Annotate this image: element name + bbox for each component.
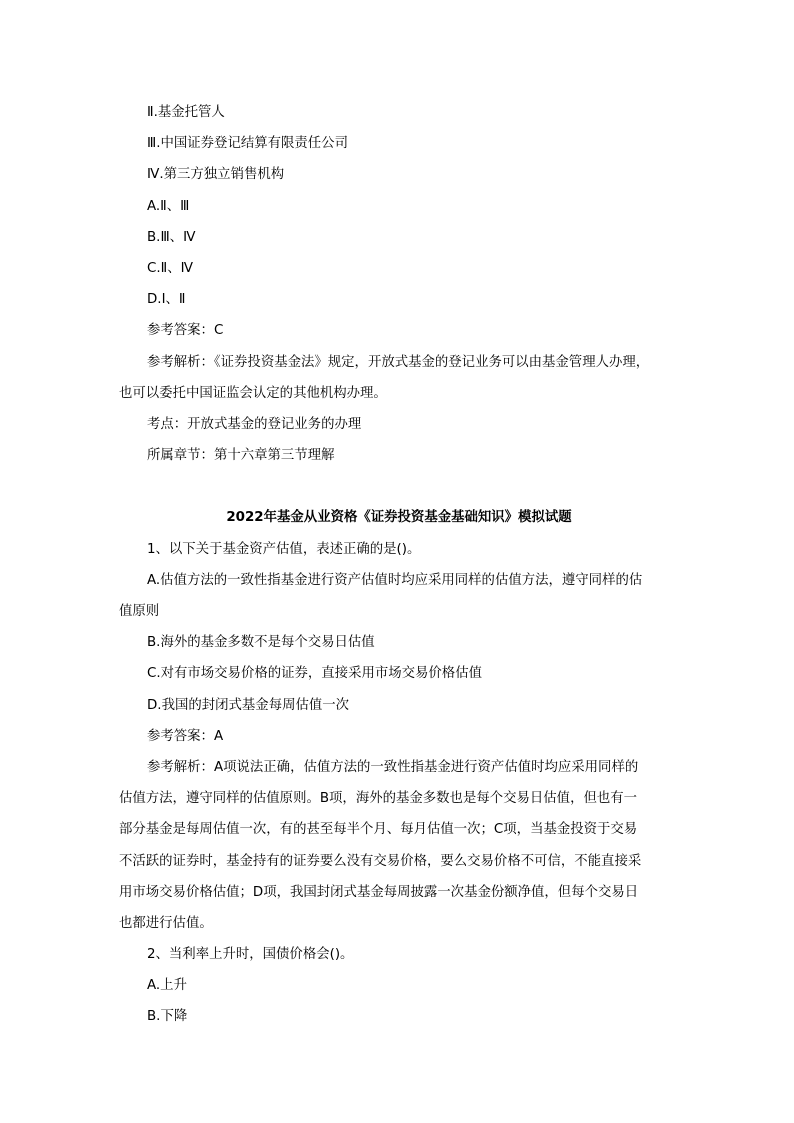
- q1-analysis-line: 用市场交易价格估值；D项，我国封闭式基金每周披露一次基金份额净值，但每个交易日: [119, 884, 639, 900]
- analysis-line: 也可以委托中国证监会认定的其他机构办理。: [119, 385, 387, 401]
- q1-choice-c: C.对有市场交易价格的证券，直接采用市场交易价格估值: [147, 666, 482, 682]
- document-title: 2022年基金从业资格《证券投资基金基础知识》模拟试题: [226, 510, 572, 526]
- choice-d: D.Ⅰ、Ⅱ: [147, 292, 186, 308]
- q1-analysis-line: 不活跃的证券时，基金持有的证券要么没有交易价格，要么交易价格不可信，不能直接采: [119, 853, 642, 869]
- exam-point: 考点：开放式基金的登记业务的办理: [147, 416, 362, 432]
- option-roman-2: Ⅱ.基金托管人: [147, 105, 225, 120]
- option-roman-4: Ⅳ.第三方独立销售机构: [147, 167, 285, 183]
- document-page: [119, 97, 679, 1033]
- chapter: 所属章节：第十六章第三节理解: [147, 448, 335, 464]
- q1-choice-a-cont: 值原则: [119, 604, 160, 619]
- reference-answer: 参考答案：C: [147, 323, 224, 339]
- choice-c: C.Ⅱ、Ⅳ: [147, 260, 193, 276]
- q1-analysis-line: 估值方法，遵守同样的估值原则。B项，海外的基金多数也是每个交易日估值，但也有一: [119, 791, 638, 807]
- q2-choice-a: A.上升: [147, 978, 187, 994]
- question-2: 2、当利率上升时，国债价格会()。: [147, 947, 354, 963]
- q1-choice-a: A.估值方法的一致性指基金进行资产估值时均应采用同样的估值方法，遵守同样的估: [147, 572, 643, 588]
- choice-b: B.Ⅲ、Ⅳ: [147, 229, 196, 245]
- q1-answer: 参考答案：A: [147, 728, 224, 744]
- q1-analysis-line: 参考解析：A项说法正确，估值方法的一致性指基金进行资产估值时均应采用同样的: [147, 759, 639, 775]
- question-1: 1、以下关于基金资产估值，表述正确的是()。: [147, 541, 421, 557]
- q1-analysis-line: 也都进行估值。: [119, 915, 213, 931]
- q1-choice-d: D.我国的封闭式基金每周估值一次: [147, 697, 350, 713]
- analysis-line: 参考解析：《证券投资基金法》规定，开放式基金的登记业务可以由基金管理人办理，: [147, 354, 650, 370]
- option-roman-3: Ⅲ.中国证券登记结算有限责任公司: [147, 136, 348, 152]
- choice-a: A.Ⅱ、Ⅲ: [147, 198, 190, 214]
- q2-choice-b: B.下降: [147, 1009, 188, 1025]
- q1-analysis-line: 部分基金是每周估值一次，有的甚至每半个月、每月估值一次；C项，当基金投资于交易: [119, 822, 638, 838]
- q1-choice-b: B.海外的基金多数不是每个交易日估值: [147, 635, 375, 651]
